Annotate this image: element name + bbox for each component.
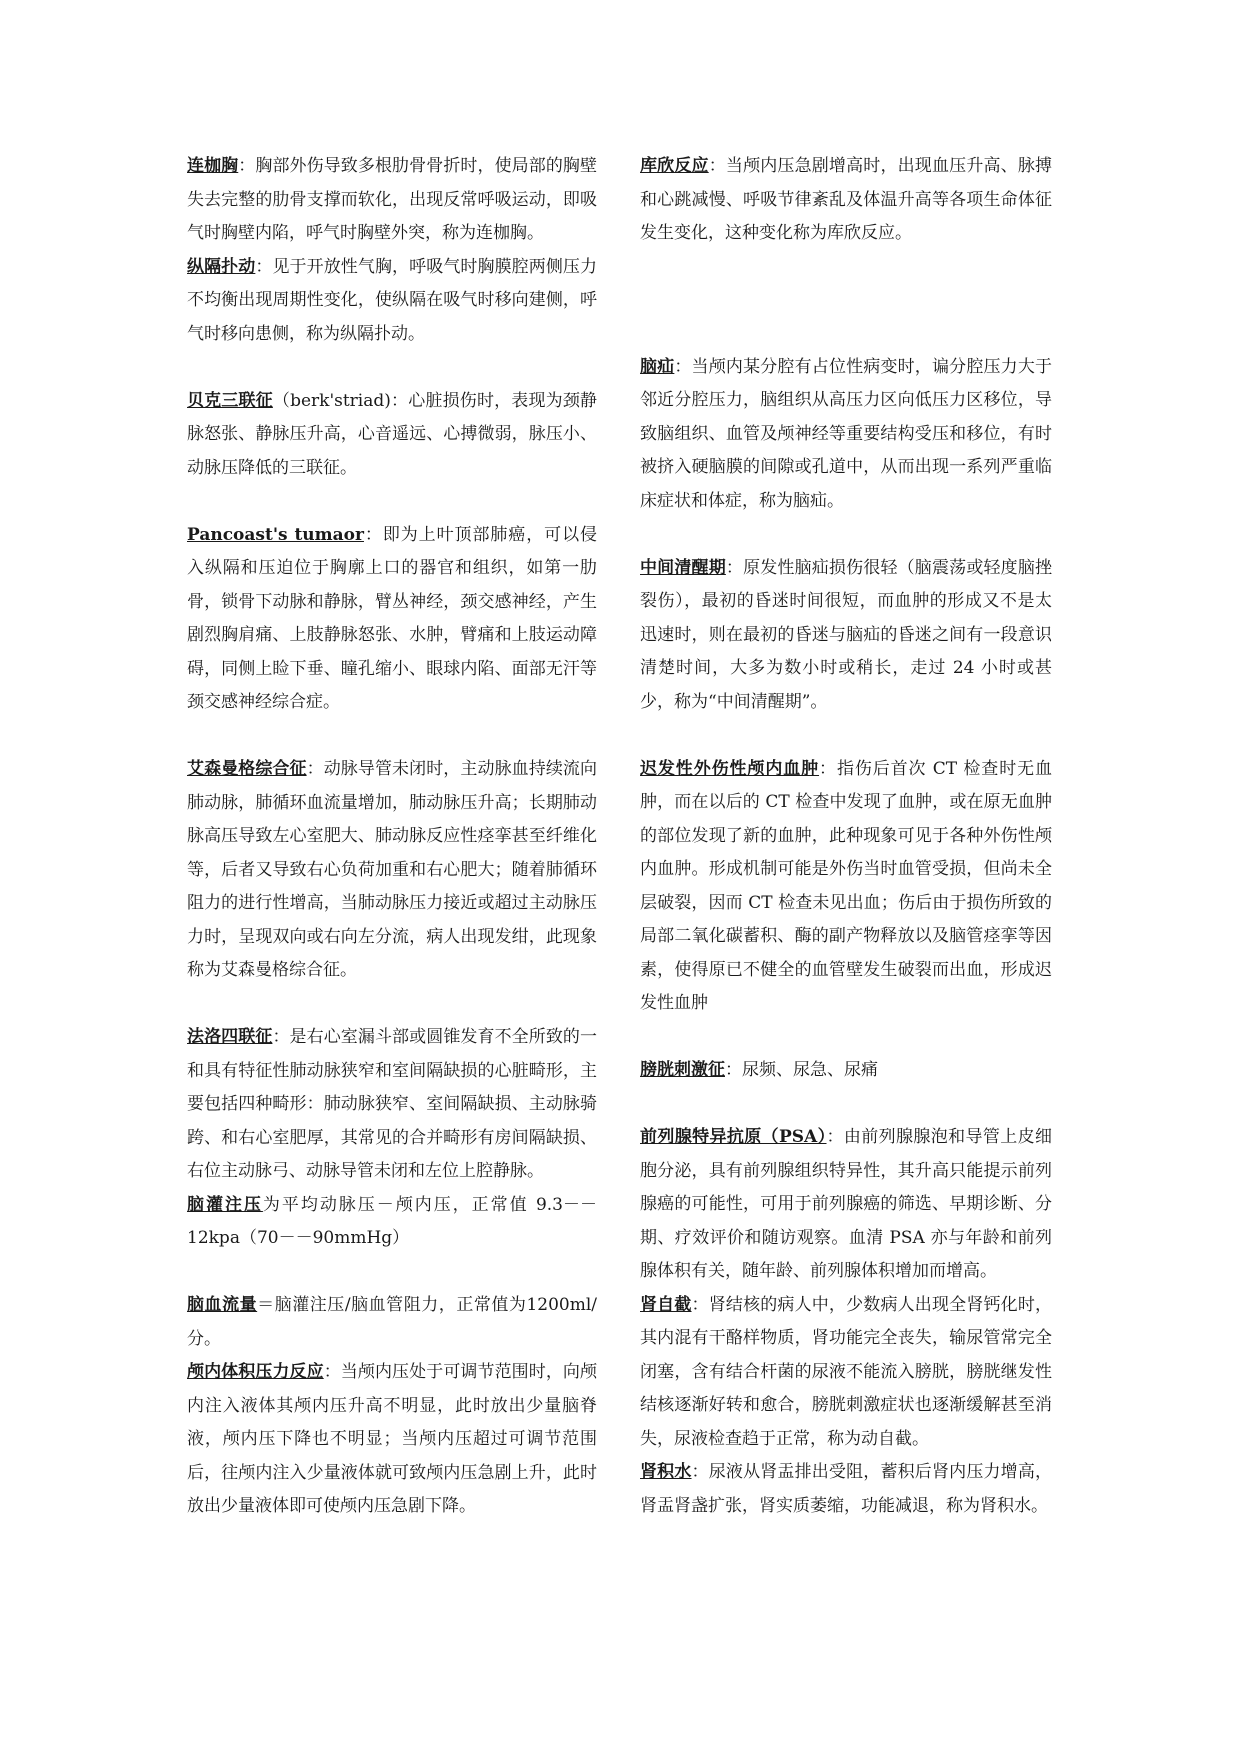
term-definition: 当颅内某分腔有占位性病变时，谝分腔压力大于邻近分腔压力，脑组织从高压力区向低压力区移位，导致脑组织、血管及颅神经等重要结构受压和移位，有时被挤入硬脑膜的间隙或孔道中，从而出现一系列严重临床症状和体症，称为脑疝。 — [640, 356, 1053, 511]
paragraph-spacer — [640, 1021, 1052, 1055]
paragraph-spacer — [187, 485, 597, 519]
term-definition: 动脉导管未闭时，主动脉血持续流向肺动脉，肺循环血流量增加，肺动脉压升高；长期肺动脉高压导致左心室肥大、肺动脉反应性痉挛甚至纤维化等，后者又导致右心负荷加重和右心肥大；随着肺循环阻力的进行性增高，当肺动脉压力接近或超过主动脉压力时，呈现双向或右向左分流，病人出现发绀，此现象称为艾森曼格综合征。 — [187, 759, 598, 980]
glossary-entry — [187, 251, 597, 352]
term-separator: ： — [725, 1060, 742, 1080]
paragraph-spacer — [640, 719, 1052, 753]
term-heading: 中间清醒期 — [640, 557, 726, 578]
glossary-entry — [640, 1054, 1052, 1088]
paragraph-spacer — [187, 988, 597, 1022]
term-definition: 尿频、尿急、尿痛 — [742, 1060, 878, 1080]
glossary-entry — [640, 1289, 1052, 1457]
term-separator: ： — [826, 1127, 844, 1147]
term-definition: 肾结核的病人中，少数病人出现全肾钙化时，其内混有干酪样物质，肾功能完全丧失，输尿管常完全闭塞，含有结合杆菌的尿液不能流入膀胱，膀胱继发性结核逐渐好转和愈合，膀胱刺激症状也逐渐缓解甚至消失，尿液检查趋于正常，称为动自截。 — [640, 1294, 1053, 1449]
term-definition: 当颅内压处于可调节范围时，向颅内注入液体其颅内压升高不明显，此时放出少量脑脊液，颅内压下降也不明显；当颅内压超过可调节范围后，往颅内注入少量液体就可致颅内压急剧上升，此时放出少量液体即可使颅内压急剧下降。 — [187, 1362, 598, 1516]
term-definition: 原发性脑疝损伤很轻（脑震荡或轻度脑挫裂伤），最初的昏迷时间很短，而血肿的形成又不是太迅速时，则在最初的昏迷与脑疝的昏迷之间有一段意识清楚时间，大多为数小时或稍长，走过 24 小时或甚少，称为“中间清醒期”。 — [640, 557, 1053, 712]
glossary-entry — [640, 1456, 1052, 1523]
term-separator: ： — [255, 256, 273, 277]
glossary-entry — [640, 1121, 1052, 1289]
right-column — [640, 150, 1052, 1523]
term-heading: 艾森曼格综合征 — [187, 759, 307, 779]
term-heading: 纵隔扑动 — [187, 256, 256, 277]
term-heading: Pancoast's tumaor — [187, 524, 364, 545]
glossary-entry — [187, 1356, 597, 1524]
term-definition: 为平均动脉压－颅内压，正常值 9.3－－12kpa（70－－90mmHg） — [187, 1194, 597, 1248]
term-separator: ： — [725, 557, 744, 578]
glossary-entry — [640, 150, 1052, 251]
term-definition: 指伤后首次 CT 检查时无血肿，而在以后的 CT 检查中发现了血肿，或在原无血肿的部位发现了新的血肿，此种现象可见于各种外伤性颅内血肿。形成机制可能是外伤当时血管受损，但尚未全层破裂，因而 CT 检查未见出血；伤后由于损伤所致的局部二氧化碳蓄积、酶的副产物释放以及脑管痉挛等因素，使得原已不健全的血管壁发生破裂而出血，形成迟发性血肿 — [640, 758, 1053, 1013]
term-heading: 连枷胸 — [187, 156, 239, 176]
glossary-entry — [640, 351, 1052, 519]
term-heading: 脑灌注压 — [187, 1194, 263, 1215]
glossary-entry — [187, 150, 597, 251]
glossary-entry — [640, 552, 1052, 720]
term-heading: 肾积水 — [640, 1462, 692, 1482]
term-heading: 脑疝 — [640, 356, 675, 377]
term-separator: ： — [819, 758, 837, 779]
paragraph-spacer — [640, 251, 1052, 351]
term-separator: ： — [691, 1294, 709, 1315]
term-separator: ： — [708, 156, 726, 176]
term-definition: ＝脑灌注压/脑血管阻力，正常值为1200ml/分。 — [187, 1295, 598, 1349]
term-definition: 见于开放性气胸，呼吸气时胸膜腔两侧压力不均衡出现周期性变化，使纵隔在吸气时移向建侧，呼气时移向患侧，称为纵隔扑动。 — [187, 256, 598, 344]
left-column — [187, 150, 597, 1524]
term-definition: 尿液从肾盂排出受阻，蓄积后肾内压力增高，肾盂肾盏扩张，肾实质萎缩，功能减退，称为肾积水。 — [640, 1462, 1053, 1516]
term-heading: 库欣反应 — [640, 156, 709, 176]
term-separator: ： — [323, 1362, 341, 1382]
glossary-entry — [187, 753, 597, 988]
term-heading: 前列腺特异抗原（PSA） — [640, 1127, 827, 1147]
paragraph-spacer — [187, 1256, 597, 1290]
term-heading: 贝克三联征 — [187, 390, 273, 411]
glossary-entry — [187, 1289, 597, 1356]
glossary-entry — [187, 519, 597, 720]
paragraph-spacer — [187, 720, 597, 754]
term-heading: 肾自截 — [640, 1294, 692, 1315]
term-heading: 颅内体积压力反应 — [187, 1362, 324, 1382]
term-heading: 脑血流量 — [187, 1295, 258, 1315]
term-separator: ： — [238, 156, 256, 176]
term-separator: ： — [674, 356, 692, 377]
paragraph-spacer — [187, 351, 597, 385]
glossary-entry — [187, 385, 597, 486]
term-definition: 是右心室漏斗部或圆锥发育不全所致的一和具有特征性肺动脉狭窄和室间隔缺损的心脏畸形，主要包括四种畸形：肺动脉狭窄、室间隔缺损、主动脉骑跨、和右心室肥厚，其常见的合并畸形有房间隔缺损、右位主动脉弓、动脉导管未闭和左位上腔静脉。 — [187, 1027, 598, 1181]
term-separator: ： — [363, 524, 383, 545]
glossary-entry — [187, 1189, 597, 1256]
term-separator: ： — [272, 1027, 290, 1047]
term-definition: （berk'striad)：心脏损伤时，表现为颈静脉怒张、静脉压升高，心音遥远、心搏微弱，脉压小、动脉压降低的三联征。 — [187, 390, 598, 478]
term-heading: 迟发性外伤性颅内血肿 — [640, 758, 820, 779]
term-heading: 法洛四联征 — [187, 1027, 273, 1047]
term-definition: 即为上叶顶部肺癌，可以侵入纵隔和压迫位于胸廓上口的器官和组织，如第一肋骨，锁骨下动脉和静脉，臂丛神经，颈交感神经，产生剧烈胸肩痛、上肢静脉怒张、水肿，臂痛和上肢运动障碍，同侧上睑下垂、瞳孔缩小、眼球内陷、面部无汗等颈交感神经综合症。 — [187, 524, 598, 712]
term-definition: 胸部外伤导致多根肋骨骨折时，使局部的胸壁失去完整的肋骨支撑而软化，出现反常呼吸运动，即吸气时胸壁内陷，呼气时胸壁外突，称为连枷胸。 — [187, 156, 598, 243]
glossary-entry — [640, 753, 1052, 1021]
term-separator: ： — [691, 1462, 709, 1482]
paragraph-spacer — [640, 1088, 1052, 1122]
term-heading: 膀胱刺激征 — [640, 1060, 725, 1080]
paragraph-spacer — [640, 518, 1052, 552]
term-definition: 由前列腺腺泡和导管上皮细胞分泌，具有前列腺组织特异性，其升高只能提示前列腺癌的可能性，可用于前列腺癌的筛选、早期诊断、分期、疗效评价和随访观察。血清 PSA 亦与年龄和前列腺体积有关，随年龄、前列腺体积增加而增高。 — [640, 1127, 1052, 1281]
term-separator: ： — [306, 759, 324, 779]
glossary-entry — [187, 1021, 597, 1189]
term-definition: 当颅内压急剧增高时，出现血压升高、脉搏和心跳减慢、呼吸节律紊乱及体温升高等各项生命体征发生变化，这种变化称为库欣反应。 — [640, 156, 1053, 243]
